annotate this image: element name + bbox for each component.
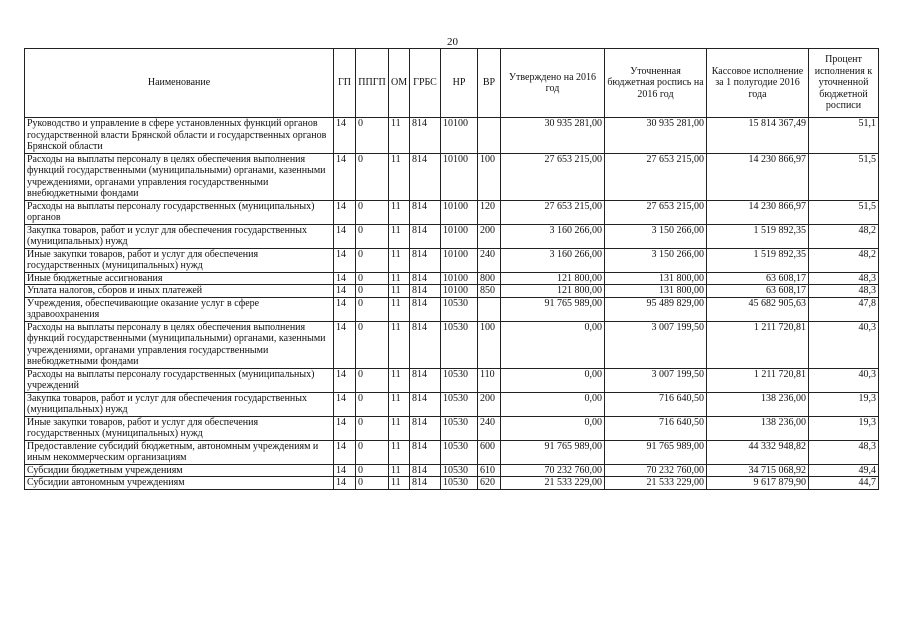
cell-nr: 10100 (441, 153, 478, 200)
cell-om: 11 (389, 224, 410, 248)
cell-nr: 10530 (441, 477, 478, 490)
cell-nr: 10530 (441, 297, 478, 321)
table-row (25, 416, 879, 440)
cell-ppgp: 0 (356, 392, 389, 416)
cell-gp: 14 (334, 440, 356, 464)
cell-ppgp: 0 (356, 368, 389, 392)
cell-specified: 27 653 215,00 (605, 153, 707, 200)
cell-approved: 121 800,00 (501, 285, 605, 298)
cell-vr: 800 (478, 272, 501, 285)
cell-gp: 14 (334, 368, 356, 392)
cell-om: 11 (389, 464, 410, 477)
cell-vr: 120 (478, 200, 501, 224)
cell-nr: 10100 (441, 200, 478, 224)
cell-vr: 100 (478, 153, 501, 200)
cell-ppgp: 0 (356, 200, 389, 224)
cell-approved: 91 765 989,00 (501, 440, 605, 464)
cell-grbs: 814 (410, 118, 441, 154)
cell-specified: 30 935 281,00 (605, 118, 707, 154)
cell-name: Уплата налогов, сборов и иных платежей (25, 285, 334, 298)
cell-name: Расходы на выплаты персоналу государственных (муниципальных) учреждений (25, 368, 334, 392)
cell-percent: 40,3 (809, 321, 879, 368)
table-row (25, 272, 879, 285)
cell-ppgp: 0 (356, 464, 389, 477)
table-row (25, 118, 879, 154)
cell-cash: 15 814 367,49 (707, 118, 809, 154)
cell-cash: 1 211 720,81 (707, 321, 809, 368)
cell-ppgp: 0 (356, 285, 389, 298)
cell-vr: 610 (478, 464, 501, 477)
cell-specified: 3 150 266,00 (605, 248, 707, 272)
cell-approved: 0,00 (501, 392, 605, 416)
table-header-row (25, 49, 879, 118)
cell-vr (478, 118, 501, 154)
cell-grbs: 814 (410, 224, 441, 248)
cell-specified: 716 640,50 (605, 416, 707, 440)
cell-name: Закупка товаров, работ и услуг для обеспечения государственных (муниципальных) нужд (25, 392, 334, 416)
cell-nr: 10530 (441, 464, 478, 477)
cell-om: 11 (389, 285, 410, 298)
cell-cash: 34 715 068,92 (707, 464, 809, 477)
cell-specified: 21 533 229,00 (605, 477, 707, 490)
cell-specified: 3 150 266,00 (605, 224, 707, 248)
cell-cash: 1 519 892,35 (707, 248, 809, 272)
cell-name: Субсидии бюджетным учреждениям (25, 464, 334, 477)
header-cash: Кассовое исполнение за 1 полугодие 2016 года (707, 49, 809, 118)
table-row (25, 297, 879, 321)
cell-cash: 45 682 905,63 (707, 297, 809, 321)
header-percent: Процент исполнения к уточненной бюджетной росписи (809, 49, 879, 118)
cell-gp: 14 (334, 392, 356, 416)
cell-specified: 3 007 199,50 (605, 321, 707, 368)
cell-percent: 19,3 (809, 392, 879, 416)
cell-grbs: 814 (410, 368, 441, 392)
cell-cash: 138 236,00 (707, 392, 809, 416)
cell-percent: 19,3 (809, 416, 879, 440)
cell-name: Предоставление субсидий бюджетным, автономным учреждениям и иным некоммерческим организациям (25, 440, 334, 464)
cell-grbs: 814 (410, 200, 441, 224)
cell-grbs: 814 (410, 477, 441, 490)
cell-nr: 10100 (441, 285, 478, 298)
cell-nr: 10100 (441, 248, 478, 272)
cell-vr: 850 (478, 285, 501, 298)
cell-approved: 91 765 989,00 (501, 297, 605, 321)
cell-specified: 131 800,00 (605, 285, 707, 298)
cell-percent: 51,5 (809, 153, 879, 200)
cell-vr: 200 (478, 224, 501, 248)
cell-nr: 10530 (441, 321, 478, 368)
cell-name: Расходы на выплаты персоналу в целях обеспечения выполнения функций государственными (муниципальными) органами, казенными учреждениями, органами управления государственными внебюджетными фондами (25, 153, 334, 200)
cell-nr: 10100 (441, 224, 478, 248)
table-row (25, 153, 879, 200)
cell-grbs: 814 (410, 416, 441, 440)
cell-name: Иные закупки товаров, работ и услуг для обеспечения государственных (муниципальных) нужд (25, 248, 334, 272)
cell-percent: 51,5 (809, 200, 879, 224)
cell-grbs: 814 (410, 464, 441, 477)
table-row (25, 368, 879, 392)
cell-grbs: 814 (410, 285, 441, 298)
table-row (25, 392, 879, 416)
cell-name: Учреждения, обеспечивающие оказание услуг в сфере здравоохранения (25, 297, 334, 321)
cell-om: 11 (389, 368, 410, 392)
cell-nr: 10530 (441, 368, 478, 392)
cell-percent: 48,2 (809, 224, 879, 248)
table-row (25, 200, 879, 224)
cell-vr: 100 (478, 321, 501, 368)
cell-om: 11 (389, 272, 410, 285)
cell-name: Руководство и управление в сфере установленных функций органов государственной власти Брянской области и государственных органов Брянской области (25, 118, 334, 154)
cell-cash: 9 617 879,90 (707, 477, 809, 490)
cell-cash: 63 608,17 (707, 285, 809, 298)
header-name: Наименование (25, 49, 334, 118)
cell-gp: 14 (334, 272, 356, 285)
cell-cash: 63 608,17 (707, 272, 809, 285)
cell-ppgp: 0 (356, 416, 389, 440)
header-specified: Уточненная бюджетная роспись на 2016 год (605, 49, 707, 118)
cell-cash: 1 211 720,81 (707, 368, 809, 392)
cell-approved: 30 935 281,00 (501, 118, 605, 154)
cell-cash: 44 332 948,82 (707, 440, 809, 464)
cell-grbs: 814 (410, 248, 441, 272)
cell-gp: 14 (334, 118, 356, 154)
header-approved: Утверждено на 2016 год (501, 49, 605, 118)
cell-approved: 27 653 215,00 (501, 200, 605, 224)
cell-specified: 70 232 760,00 (605, 464, 707, 477)
cell-vr: 620 (478, 477, 501, 490)
table-row (25, 285, 879, 298)
cell-name: Иные бюджетные ассигнования (25, 272, 334, 285)
budget-table (24, 48, 879, 490)
cell-name: Субсидии автономным учреждениям (25, 477, 334, 490)
cell-approved: 27 653 215,00 (501, 153, 605, 200)
table-row (25, 477, 879, 490)
cell-percent: 51,1 (809, 118, 879, 154)
table-row (25, 464, 879, 477)
cell-approved: 0,00 (501, 368, 605, 392)
cell-om: 11 (389, 477, 410, 490)
header-om: ОМ (389, 49, 410, 118)
cell-percent: 47,8 (809, 297, 879, 321)
header-gp: ГП (334, 49, 356, 118)
cell-approved: 70 232 760,00 (501, 464, 605, 477)
cell-vr (478, 297, 501, 321)
cell-gp: 14 (334, 297, 356, 321)
cell-approved: 3 160 266,00 (501, 248, 605, 272)
table-row (25, 440, 879, 464)
cell-om: 11 (389, 440, 410, 464)
cell-specified: 91 765 989,00 (605, 440, 707, 464)
header-grbs: ГРБС (410, 49, 441, 118)
table-row (25, 321, 879, 368)
cell-percent: 40,3 (809, 368, 879, 392)
cell-grbs: 814 (410, 297, 441, 321)
page-number: 20 (447, 36, 458, 48)
cell-vr: 240 (478, 416, 501, 440)
cell-gp: 14 (334, 224, 356, 248)
cell-percent: 48,3 (809, 440, 879, 464)
cell-percent: 49,4 (809, 464, 879, 477)
cell-gp: 14 (334, 153, 356, 200)
cell-grbs: 814 (410, 392, 441, 416)
cell-grbs: 814 (410, 440, 441, 464)
cell-percent: 48,3 (809, 272, 879, 285)
cell-nr: 10530 (441, 416, 478, 440)
cell-gp: 14 (334, 321, 356, 368)
cell-vr: 110 (478, 368, 501, 392)
cell-name: Закупка товаров, работ и услуг для обеспечения государственных (муниципальных) нужд (25, 224, 334, 248)
cell-gp: 14 (334, 200, 356, 224)
cell-ppgp: 0 (356, 297, 389, 321)
cell-percent: 48,3 (809, 285, 879, 298)
cell-om: 11 (389, 297, 410, 321)
cell-vr: 240 (478, 248, 501, 272)
cell-nr: 10100 (441, 118, 478, 154)
cell-specified: 27 653 215,00 (605, 200, 707, 224)
cell-cash: 1 519 892,35 (707, 224, 809, 248)
cell-cash: 138 236,00 (707, 416, 809, 440)
cell-percent: 48,2 (809, 248, 879, 272)
cell-grbs: 814 (410, 272, 441, 285)
cell-specified: 3 007 199,50 (605, 368, 707, 392)
header-nr: НР (441, 49, 478, 118)
cell-om: 11 (389, 392, 410, 416)
header-ppgp: ППГП (356, 49, 389, 118)
cell-approved: 3 160 266,00 (501, 224, 605, 248)
cell-ppgp: 0 (356, 321, 389, 368)
cell-nr: 10530 (441, 392, 478, 416)
cell-gp: 14 (334, 285, 356, 298)
cell-approved: 121 800,00 (501, 272, 605, 285)
cell-ppgp: 0 (356, 477, 389, 490)
cell-cash: 14 230 866,97 (707, 200, 809, 224)
cell-name: Расходы на выплаты персоналу государственных (муниципальных) органов (25, 200, 334, 224)
cell-om: 11 (389, 118, 410, 154)
table-row (25, 224, 879, 248)
cell-ppgp: 0 (356, 272, 389, 285)
cell-gp: 14 (334, 477, 356, 490)
cell-grbs: 814 (410, 153, 441, 200)
cell-gp: 14 (334, 416, 356, 440)
cell-specified: 95 489 829,00 (605, 297, 707, 321)
cell-approved: 0,00 (501, 416, 605, 440)
cell-specified: 716 640,50 (605, 392, 707, 416)
cell-vr: 200 (478, 392, 501, 416)
cell-ppgp: 0 (356, 224, 389, 248)
cell-om: 11 (389, 248, 410, 272)
cell-om: 11 (389, 153, 410, 200)
cell-name: Расходы на выплаты персоналу в целях обеспечения выполнения функций государственными (муниципальными) органами, казенными учреждениями, органами управления государственными внебюджетными фондами (25, 321, 334, 368)
cell-percent: 44,7 (809, 477, 879, 490)
cell-ppgp: 0 (356, 153, 389, 200)
cell-nr: 10530 (441, 440, 478, 464)
table-row (25, 248, 879, 272)
cell-approved: 0,00 (501, 321, 605, 368)
cell-approved: 21 533 229,00 (501, 477, 605, 490)
cell-om: 11 (389, 321, 410, 368)
header-vr: ВР (478, 49, 501, 118)
cell-grbs: 814 (410, 321, 441, 368)
cell-gp: 14 (334, 464, 356, 477)
cell-specified: 131 800,00 (605, 272, 707, 285)
cell-ppgp: 0 (356, 440, 389, 464)
cell-ppgp: 0 (356, 248, 389, 272)
cell-cash: 14 230 866,97 (707, 153, 809, 200)
cell-gp: 14 (334, 248, 356, 272)
cell-om: 11 (389, 200, 410, 224)
cell-om: 11 (389, 416, 410, 440)
cell-vr: 600 (478, 440, 501, 464)
cell-nr: 10100 (441, 272, 478, 285)
cell-name: Иные закупки товаров, работ и услуг для обеспечения государственных (муниципальных) нужд (25, 416, 334, 440)
table-body (25, 118, 879, 490)
cell-ppgp: 0 (356, 118, 389, 154)
